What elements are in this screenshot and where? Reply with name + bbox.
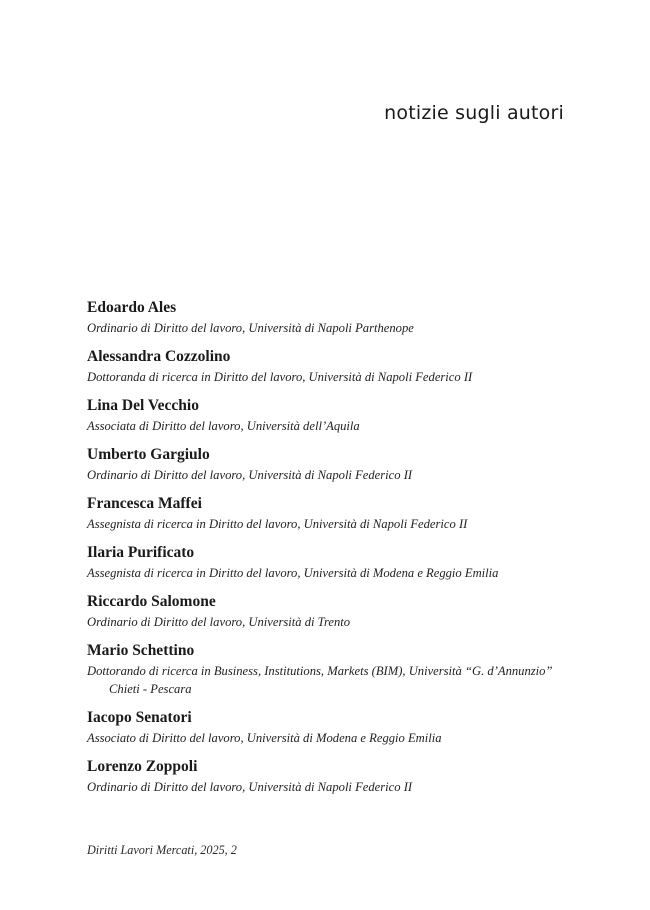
author-entry — [87, 347, 577, 386]
author-name: Alessandra Cozzolino — [87, 348, 231, 365]
author-name: Lina Del Vecchio — [87, 397, 199, 414]
author-affiliation: Associato di Diritto del lavoro, Università di Modena e Reggio Emilia — [87, 731, 442, 745]
author-entry — [87, 592, 577, 631]
author-entry — [87, 445, 577, 484]
author-name: Umberto Gargiulo — [87, 446, 210, 463]
author-affiliation: Associata di Diritto del lavoro, Università dell’Aquila — [87, 419, 360, 433]
author-entry — [87, 757, 577, 796]
author-entry — [87, 708, 577, 747]
author-name: Lorenzo Zoppoli — [87, 758, 198, 775]
author-entry — [87, 298, 577, 337]
author-name: Riccardo Salomone — [87, 593, 216, 610]
author-affiliation: Assegnista di ricerca in Diritto del lavoro, Università di Modena e Reggio Emilia — [87, 566, 499, 580]
author-name: Francesca Maffei — [87, 495, 202, 512]
section-title: notizie sugli autori — [384, 102, 564, 124]
author-entry — [87, 641, 577, 698]
author-affiliation: Ordinario di Diritto del lavoro, Università di Napoli Parthenope — [87, 321, 414, 335]
author-affiliation: Ordinario di Diritto del lavoro, Università di Napoli Federico II — [87, 468, 413, 482]
author-affiliation: Ordinario di Diritto del lavoro, Università di Trento — [87, 615, 351, 629]
author-name: Ilaria Purificato — [87, 544, 195, 561]
author-affiliation: Assegnista di ricerca in Diritto del lavoro, Università di Napoli Federico II — [87, 517, 468, 531]
author-affiliation: Dottorando di ricerca in Business, Institutions, Markets (BIM), Università “G. d’Annunzio” Chieti - Pescara — [87, 664, 553, 696]
author-list — [87, 298, 577, 806]
author-name: Iacopo Senatori — [87, 709, 192, 726]
author-affiliation: Dottoranda di ricerca in Diritto del lavoro, Università di Napoli Federico II — [87, 370, 473, 384]
author-name: Edoardo Ales — [87, 299, 177, 316]
author-name: Mario Schettino — [87, 642, 195, 659]
author-entry — [87, 396, 577, 435]
author-entry — [87, 494, 577, 533]
journal-footer: Diritti Lavori Mercati, 2025, 2 — [87, 843, 237, 857]
author-entry — [87, 543, 577, 582]
author-affiliation: Ordinario di Diritto del lavoro, Università di Napoli Federico II — [87, 780, 413, 794]
